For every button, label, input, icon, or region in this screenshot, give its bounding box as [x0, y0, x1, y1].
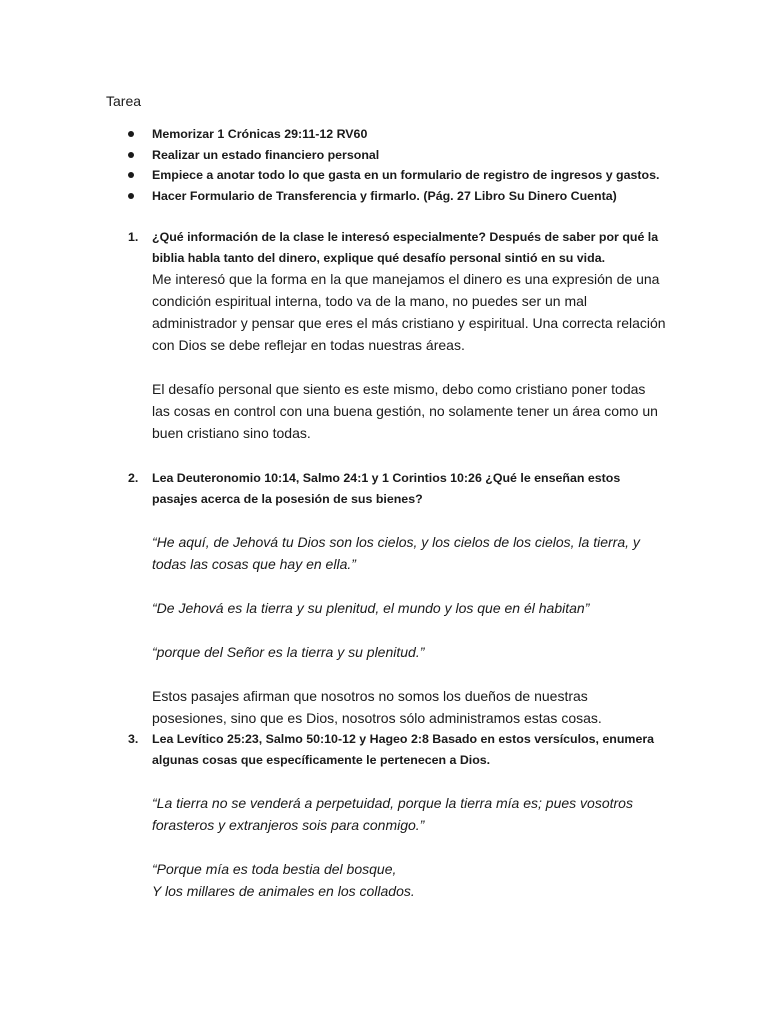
- question-number: 2.: [128, 471, 139, 485]
- answer-paragraph: El desafío personal que siento es este mismo, debo como cristiano poner todas las cosas en control con una buena gestión, no solamente tener un área como un buen cristiano sino todas.: [152, 381, 658, 441]
- scripture-quote-line: “Porque mía es toda bestia del bosque,: [152, 861, 397, 877]
- scripture-quote: “La tierra no se venderá a perpetuidad, porque la tierra mía es; pues vosotros forasteros y extranjeros sois para conmigo.”: [152, 795, 633, 833]
- bullet-text: Hacer Formulario de Transferencia y firmarlo. (Pág. 27 Libro Su Dinero Cuenta): [152, 188, 617, 203]
- task-bullet-list: [106, 124, 666, 206]
- question-number: 1.: [128, 230, 139, 244]
- bullet-text: Memorizar 1 Crónicas 29:11-12 RV60: [152, 127, 368, 141]
- scripture-quote: “De Jehová es la tierra y su plenitud, el mundo y los que en él habitan”: [152, 600, 590, 616]
- answer-paragraph: Estos pasajes afirman que nosotros no somos los dueños de nuestras posesiones, sino que es Dios, nosotros sólo administramos estas cosas.: [152, 688, 602, 726]
- question-item-1: [106, 227, 666, 468]
- bullet-text: Empiece a anotar todo lo que gasta en un formulario de registro de ingresos y gastos.: [152, 168, 660, 182]
- bullet-text: Realizar un estado financiero personal: [152, 147, 380, 162]
- question-list: [106, 227, 666, 902]
- page-title: Tarea: [106, 93, 142, 109]
- bullet-item: [106, 186, 666, 207]
- question-text: Lea Levítico 25:23, Salmo 50:10-12 y Hageo 2:8 Basado en estos versículos, enumera algunas cosas que específicamente le pertenecen a Dios.: [152, 732, 655, 767]
- question-item-3: [106, 729, 666, 902]
- scripture-quote-line: Y los millares de animales en los collados.: [152, 883, 415, 899]
- question-text: Lea Deuteronomio 10:14, Salmo 24:1 y 1 Corintios 10:26 ¿Qué le enseñan estos pasajes acerca de la posesión de sus bienes?: [152, 471, 621, 506]
- bullet-dot-icon: [128, 193, 134, 199]
- bullet-dot-icon: [128, 152, 134, 158]
- bullet-item: [106, 124, 666, 145]
- bullet-item: [106, 165, 666, 186]
- bullet-dot-icon: [128, 131, 134, 137]
- scripture-quote: “porque del Señor es la tierra y su plenitud.”: [152, 644, 425, 660]
- answer-paragraph: Me interesó que la forma en la que manejamos el dinero es una expresión de una condición espiritual interna, todo va de la mano, no puedes ser un mal administrador y pensar que eres el más cristiano y espiritual. Una correcta relación con Dios se debe reflejar en todas nuestras áreas.: [152, 271, 666, 353]
- question-number: 3.: [128, 732, 139, 746]
- question-item-2: [106, 468, 666, 729]
- scripture-quote: “He aquí, de Jehová tu Dios son los cielos, y los cielos de los cielos, la tierra, y todas las cosas que hay en ella.”: [152, 534, 640, 572]
- bullet-item: [106, 145, 666, 166]
- question-text: ¿Qué información de la clase le interesó especialmente? Después de saber por qué la biblia habla tanto del dinero, explique qué desafío personal sintió en su vida.: [152, 230, 659, 265]
- bullet-dot-icon: [128, 172, 134, 178]
